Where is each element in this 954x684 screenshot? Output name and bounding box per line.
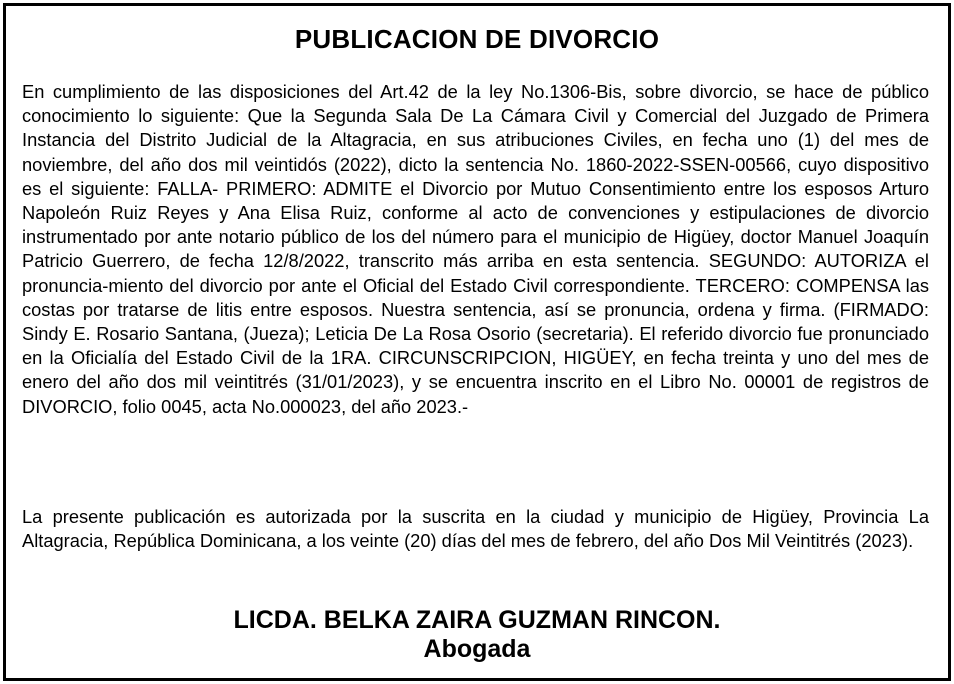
signer-name: LICDA. BELKA ZAIRA GUZMAN RINCON. <box>233 606 721 634</box>
notice-title: PUBLICACION DE DIVORCIO <box>294 24 660 54</box>
notice-paragraph-authorization: La presente publicación es autorizada por la suscrita en la ciudad y municipio de Higüey, Provincia La Altagracia, República Dominicana, a los veinte (20) días del mes de febrero, del año Dos Mil Veintitrés (2023). <box>22 506 929 552</box>
signer-title: Abogada <box>423 635 531 663</box>
notice-paragraph-ruling: En cumplimiento de las disposiciones del Art.42 de la ley No.1306-Bis, sobre divorcio, se hace de público conocimiento lo siguiente: Que la Segunda Sala De La Cámara Civil y Comercial del Juzgado de Primera Instancia del Distrito Judicial de la Altagracia, en sus atribuciones Civiles, en fecha uno (1) del mes de noviembre, del año dos mil veintidós (2022), dicto la sentencia No. 1860-2022-SSEN-00566, cuyo dispositivo es el siguiente: FALLA- PRIMERO: ADMITE el Divorcio por Mutuo Consentimiento entre los esposos Arturo Napoleón Ruiz Reyes y Ana Elisa Ruiz, conforme al acto de convenciones y estipulaciones de divorcio instrumentado por ante notario público de los del número para el municipio de Higüey, doctor Manuel Joaquín Patricio Guerrero, de fecha 12/8/2022, transcrito más arriba en esta sentencia. SEGUNDO: AUTORIZA el pronuncia-miento del divorcio por ante el Oficial del Estado Civil correspondiente. TERCERO: COMPENSA las costas por tratarse de litis entre esposos. Nuestra sentencia, así se pronuncia, ordena y firma. (FIRMADO: Sindy E. Rosario Santana, (Jueza); Leticia De La Rosa Osorio (secretaria). El referido divorcio fue pronunciado en la Oficialía del Estado Civil de la 1RA. CIRCUNSCRIPCION, HIGÜEY, en fecha treinta y uno del mes de enero del año dos mil veintitrés (31/01/2023), y se encuentra inscrito en el Libro No. 00001 de registros de DIVORCIO, folio 0045, acta No.000023, del año 2023.- <box>22 81 929 417</box>
divorce-notice <box>3 3 951 681</box>
